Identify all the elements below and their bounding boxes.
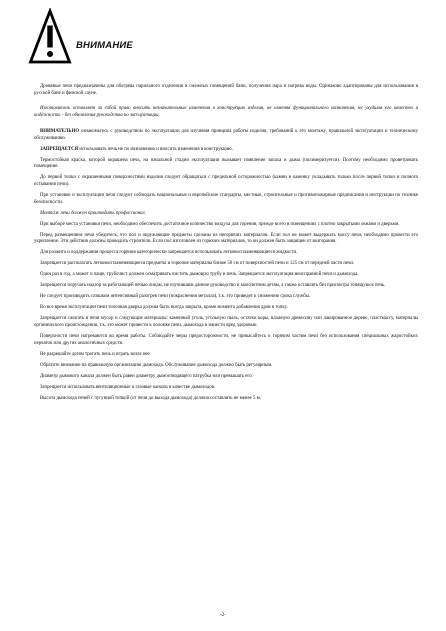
paragraph-prohibited-misuse-text: использовать печь не по назначению и вносить изменения в конструкцию.: [78, 146, 233, 152]
paragraph-read-carefully: [34, 129, 418, 142]
paragraph-chimney-diameter: Диаметр дымового канала должен быть равен диаметру дымоотводящего патрубка или превышать его.: [40, 373, 253, 379]
paragraph-prohibited-fuels: Запрещается сжигать в печи мусор и следующие материалы: каменный уголь, угольную пыль, остатки коры, влажную древесину или лакированное дерево, пластмассу, материалы органического происхождения, т.к. это может привести к поломке печи, дымохода и нанести вред здоровью.: [34, 316, 418, 329]
paragraph-supervision: Запрещается поручать надзор за работающей печью лицам, не изучившим данное руководство и малолетним детям, а также оставлять без присмотра топящуюся печь.: [40, 283, 386, 289]
paragraph-ignition-liquids: Для розжига и поддержания процесса горения категорически запрещается использовать легковоспламеняющиеся жидкости.: [40, 250, 298, 256]
paragraph-floor-materials: Перед размещением печи убедитесь, что пол и окружающие предметы сделаны из негорючих материалов. Если пол не может выдержать массу печи, необходимо провести его укрепление. Эти действия должны проводить строители. Если пол изготовлен из горючих материалов, то он должен быть защищен от возгорания.: [34, 232, 418, 245]
paragraph-first-firing: До первой топки с окрашенными поверхностями изделия следует обращаться с предельной осторожностью (камни в каменку укладывать только после первой топки и полного остывания печи).: [34, 175, 418, 187]
paragraph-chimney-height: Высота дымохода печей с чугунной топкой (от печи до выхода дымохода) должна составлять не менее 5 м.: [40, 395, 261, 401]
warning-triangle-icon: [28, 8, 72, 66]
warning-header: [28, 8, 133, 68]
warning-title: ВНИМАНИЕ: [76, 40, 133, 51]
paragraph-chimney-organization: Обратите внимание на правильную организацию дымохода. Обслуживание дымохода должно быть регулярным.: [40, 362, 273, 368]
paragraph-clearances: Запрещается располагать легковоспламеняющиеся предметы и горючие материалы ближе 50 см от поверхностей печи и 125 см от передней части печи.: [40, 261, 355, 267]
emphasis-carefully: ВНИМАТЕЛЬНО: [40, 128, 80, 134]
paragraph-overheating: Не следует производить слишком интенсивный разогрев печи (покраснения металла), т.к. это приведет к снижению срока службы.: [40, 294, 311, 300]
paragraph-purpose: Дровяные печи предназначены для обогрева парильного отделения и смежных помещений бани, получения пара и нагрева воды. Одинаково адаптированы для использования в русской бане и финской сауне.: [34, 84, 418, 96]
paragraph-chimney-sweep: Один раз в год, а может и чаще, трубочист должен осматривать чистить дымовую трубу и печь. Запрещается эксплуатация неисправной печи и дымохода.: [40, 272, 359, 278]
emphasis-prohibited: ЗАПРЕЩАЕТСЯ: [40, 146, 79, 152]
paragraph-children: Не разрешайте детям трогать печь и играть возле нее.: [40, 351, 151, 357]
manual-text: [34, 84, 418, 402]
paragraph-air-supply: При выборе места установки печи, необходимо обеспечить достаточное количество воздуха для горения, прежде всего в помещениях с плотно закрытыми окнами и дверьми.: [40, 221, 400, 227]
paragraph-standards: При установке и эксплуатации печи следует соблюдать национальные и европейские стандарты, местные, строительные и противопожарные предписания и инструкции по технике безопасности.: [34, 192, 418, 205]
paragraph-paint-smell: Термостойкая краска, которой окрашена печь, на начальной стадии эксплуатации вызывает появление запаха и дыма (полимеризуется). Поэтому необходимо проветривать помещение.: [34, 157, 418, 170]
page-number: -2-: [220, 613, 226, 618]
paragraph-professional-install: Монтаж печи должен производить профессионал.: [40, 210, 146, 216]
paragraph-hot-surfaces: Поверхности печи нагреваются во время работы. Соблюдайте меры предосторожности, не прикасайтесь к горячим частям печи без использования специальных жаростойких перчаток или других аналогичных средств.: [34, 334, 418, 346]
paragraph-prohibited-misuse: [34, 147, 418, 154]
paragraph-manufacturer-note: Изготовитель оставляет за собой право вносить незначительные изменения в конструкцию изделия, не изменяя функционального назначения, не ухудшая его качество и надёжность - без обновления руководства по эксплуатации.: [34, 106, 418, 119]
paragraph-ventilation-channels: Запрещается использовать вентиляционные и газовые каналы в качестве дымоходов.: [40, 384, 216, 390]
paragraph-door-closed: Во все время эксплуатации печи топочная дверка должна быть всегда закрыта, кроме момента добавления дров в топку.: [40, 305, 288, 311]
paragraph-read-carefully-text: ознакомьтесь с руководством по эксплуатации для изучения принципа работы изделия, требований к его монтажу, правильной эксплуатации и техническому обслуживанию.: [34, 128, 418, 141]
